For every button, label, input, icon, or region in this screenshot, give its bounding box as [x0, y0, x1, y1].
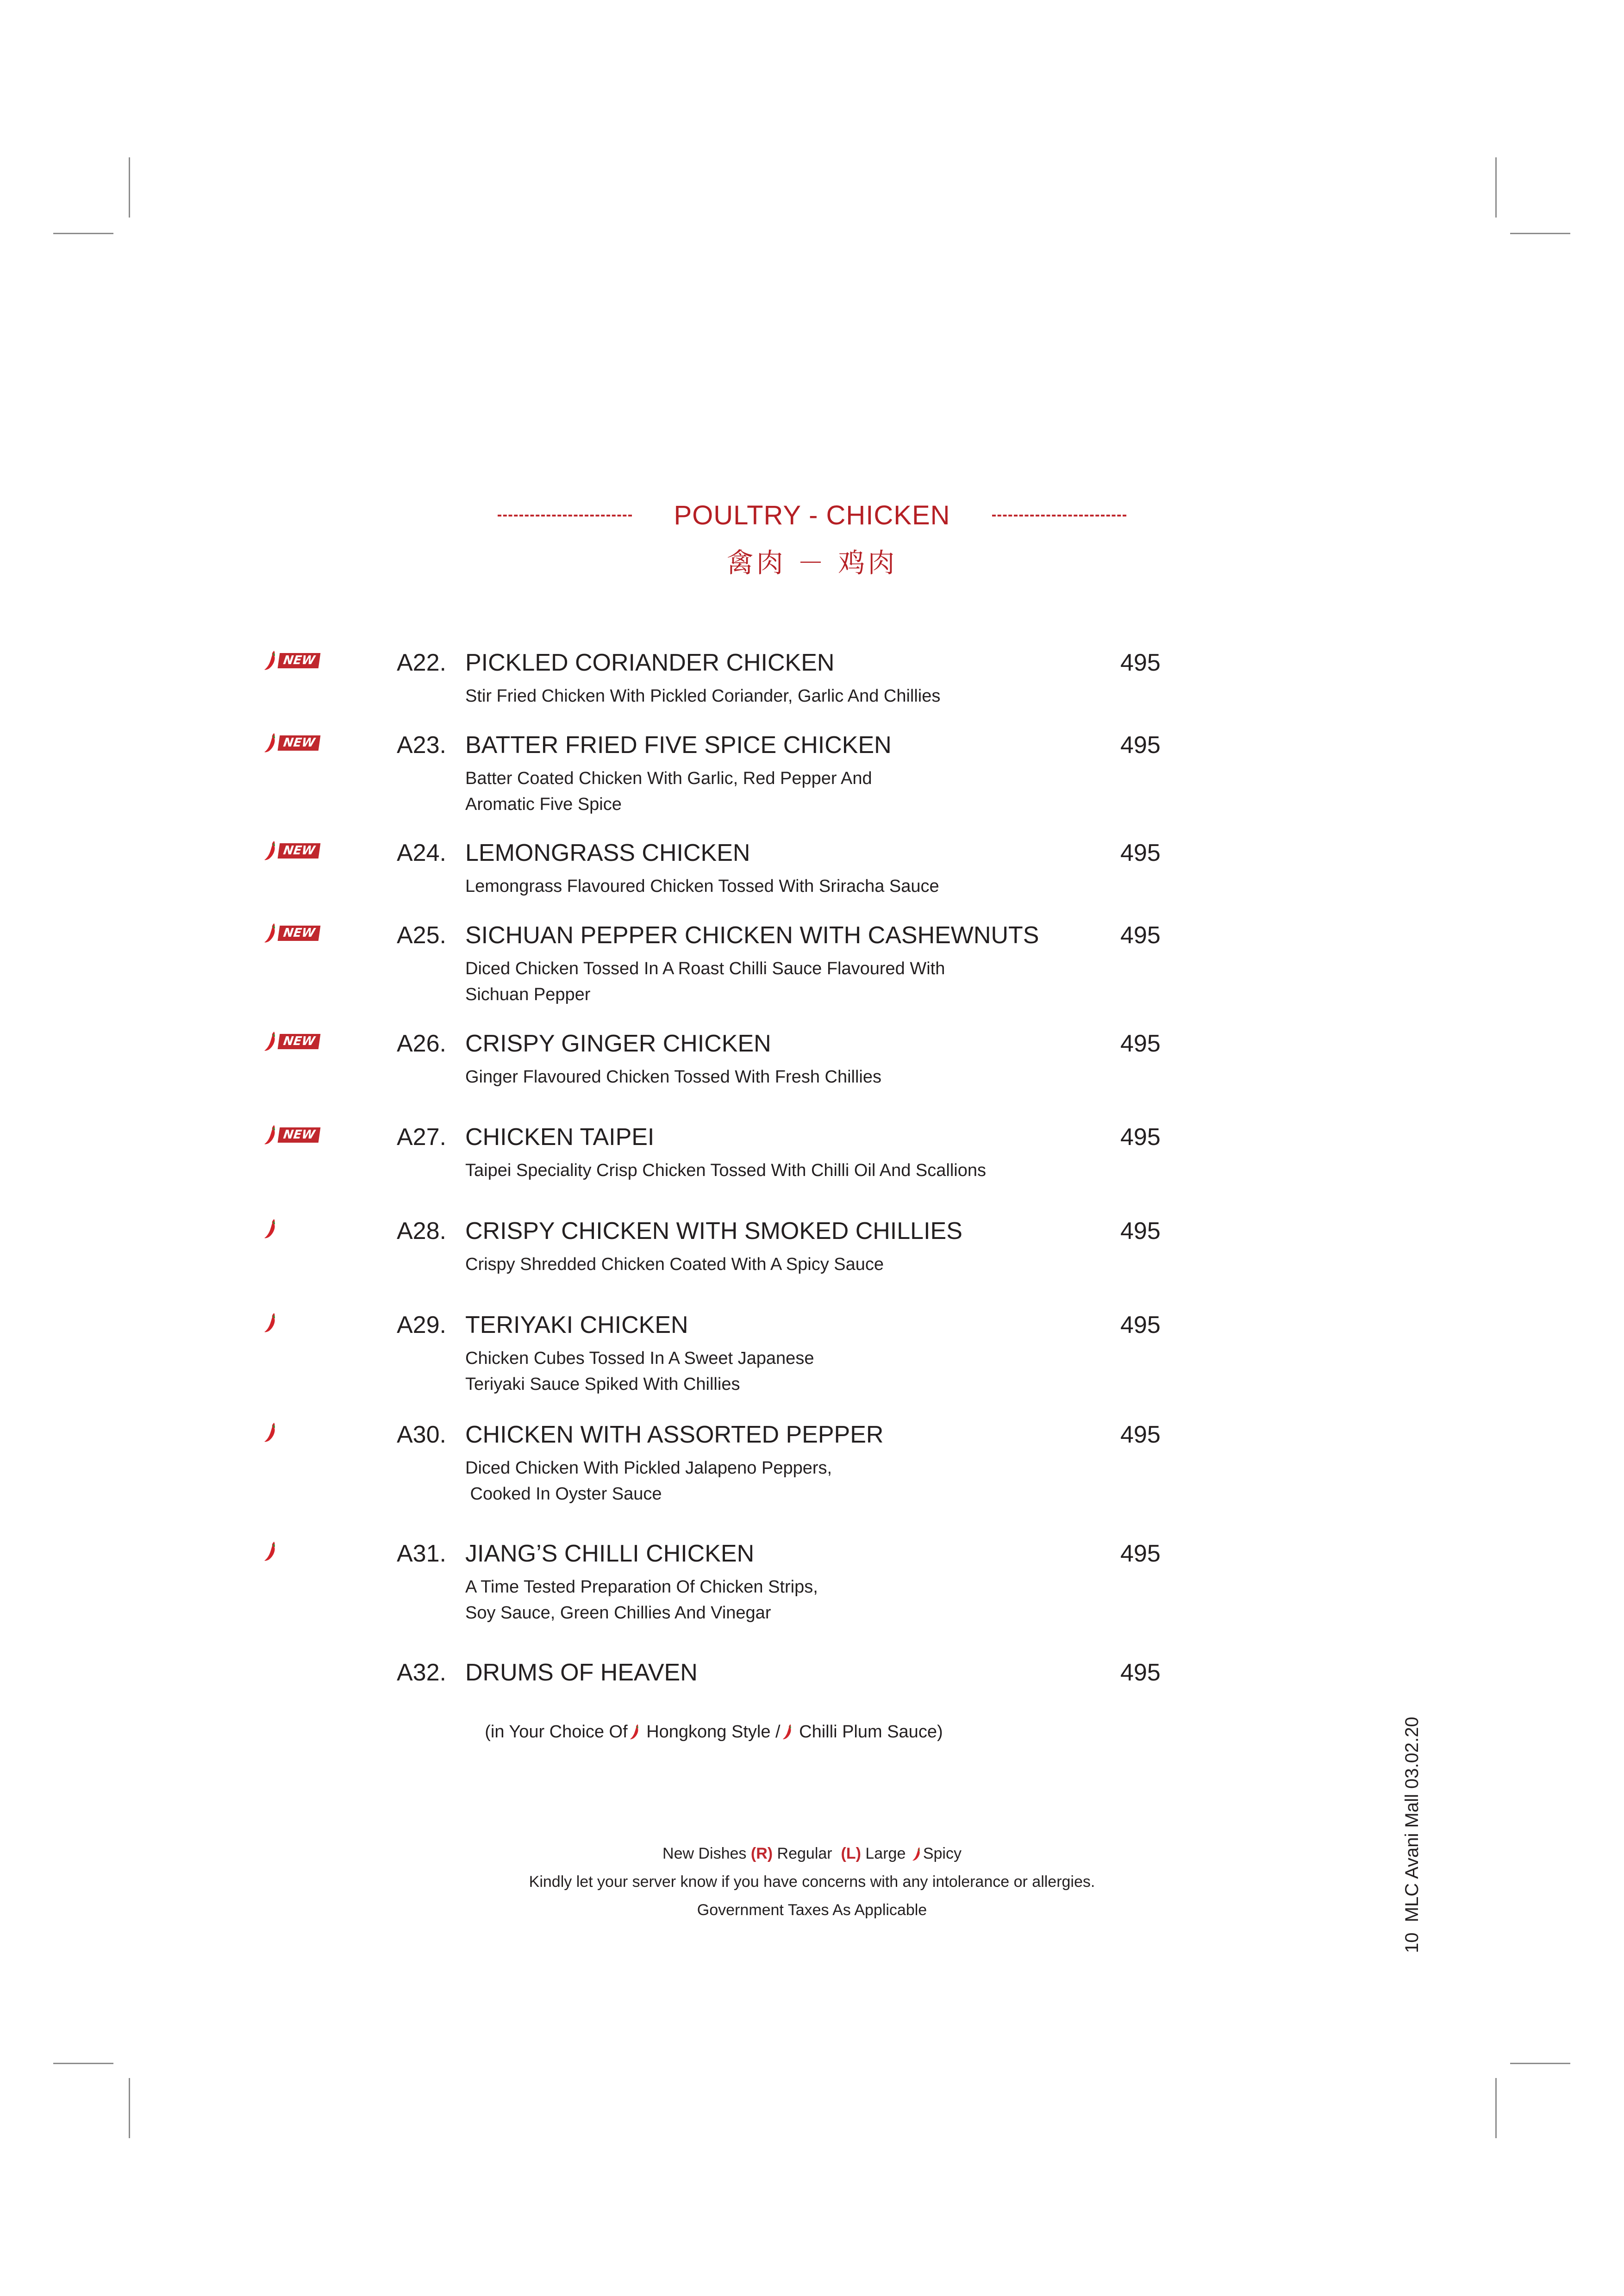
section-title-chinese: 禽肉 － 鸡肉	[726, 547, 898, 579]
item-description: Stir Fried Chicken With Pickled Coriander, Garlic And Chillies	[465, 686, 941, 706]
legend	[0, 1840, 1624, 1868]
chili-icon	[782, 1724, 793, 1740]
chili-icon	[912, 1847, 921, 1861]
new-spicy-marker	[264, 1031, 319, 1052]
item-name: CHICKEN WITH ASSORTED PEPPER	[465, 1421, 884, 1448]
divider	[498, 515, 632, 516]
item-code: A32.	[397, 1659, 446, 1686]
item-price: 495	[1120, 1659, 1161, 1686]
item-price: 495	[1120, 922, 1161, 949]
chili-icon	[630, 1724, 640, 1740]
print-reference: 10 MLC Avani Mall 03.02.20	[1402, 1717, 1422, 1953]
new-badge: NEW	[278, 843, 321, 859]
crop-mark	[1495, 157, 1497, 218]
new-spicy-marker	[264, 650, 319, 671]
item-description: Taipei Speciality Crisp Chicken Tossed With Chilli Oil And Scallions	[465, 1161, 986, 1180]
crop-mark	[1510, 233, 1570, 234]
legend-regular: Regular	[777, 1845, 832, 1862]
item-name: CHICKEN TAIPEI	[465, 1124, 655, 1151]
spicy-marker	[264, 1218, 277, 1239]
spicy-marker	[264, 1422, 277, 1443]
item-price: 495	[1120, 1421, 1161, 1448]
item-code: A31.	[397, 1540, 446, 1567]
item-name: CRISPY GINGER CHICKEN	[465, 1030, 771, 1057]
item-description: Batter Coated Chicken With Garlic, Red Pepper And Aromatic Five Spice	[465, 769, 872, 814]
new-badge: NEW	[278, 1034, 321, 1049]
chili-icon	[264, 1124, 277, 1145]
tax-note: Government Taxes As Applicable	[697, 1901, 927, 1919]
crop-mark	[1495, 2078, 1497, 2138]
item-description: Lemongrass Flavoured Chicken Tossed With Sriracha Sauce	[465, 877, 939, 896]
crop-mark	[1510, 2063, 1570, 2064]
new-spicy-marker	[264, 922, 319, 944]
new-spicy-marker	[264, 732, 319, 753]
item-code: A30.	[397, 1421, 446, 1448]
crop-mark	[129, 2078, 130, 2138]
item-code: A29.	[397, 1312, 446, 1338]
chili-icon	[264, 1218, 277, 1239]
legend-large-mark: (L)	[841, 1845, 861, 1862]
chili-icon	[264, 840, 277, 861]
legend-spicy: Spicy	[923, 1845, 962, 1862]
new-badge: NEW	[278, 735, 321, 751]
legend-regular-mark: (R)	[750, 1845, 773, 1862]
item-name: DRUMS OF HEAVEN	[465, 1659, 698, 1686]
crop-mark	[129, 157, 130, 218]
item-price: 495	[1120, 1124, 1161, 1151]
chili-icon	[264, 922, 277, 944]
item-description: A Time Tested Preparation Of Chicken Strips, Soy Sauce, Green Chillies And Vinegar	[465, 1577, 818, 1623]
item-name: JIANG’S CHILLI CHICKEN	[465, 1540, 755, 1567]
item-name: PICKLED CORIANDER CHICKEN	[465, 649, 835, 676]
new-badge: NEW	[278, 653, 321, 668]
chili-icon	[264, 732, 277, 753]
divider	[992, 515, 1126, 516]
item-price: 495	[1120, 732, 1161, 759]
crop-mark	[53, 233, 113, 234]
item-code: A22.	[397, 649, 446, 676]
item-code: A27.	[397, 1124, 446, 1151]
item-price: 495	[1120, 649, 1161, 676]
legend-new: New Dishes	[662, 1845, 747, 1862]
item-code: A28.	[397, 1218, 446, 1244]
crop-mark	[53, 2063, 113, 2064]
item-description: Diced Chicken With Pickled Jalapeno Peppers, Cooked In Oyster Sauce	[465, 1458, 832, 1504]
new-badge: NEW	[278, 926, 321, 941]
item-code: A25.	[397, 922, 446, 949]
chili-icon	[264, 1031, 277, 1052]
item-price: 495	[1120, 1030, 1161, 1057]
item-price: 495	[1120, 1312, 1161, 1338]
item-description: Crispy Shredded Chicken Coated With A Spicy Sauce	[465, 1255, 884, 1274]
item-code: A23.	[397, 732, 446, 759]
legend-large: Large	[865, 1845, 906, 1862]
item-price: 495	[1120, 1218, 1161, 1244]
item-name: BATTER FRIED FIVE SPICE CHICKEN	[465, 732, 892, 759]
new-spicy-marker	[264, 1124, 319, 1145]
spicy-marker	[264, 1312, 277, 1333]
chili-icon	[264, 1312, 277, 1333]
chili-icon	[264, 1422, 277, 1443]
menu-footer	[0, 1840, 1624, 1924]
item-code: A26.	[397, 1030, 446, 1057]
section-title: POULTRY - CHICKEN	[674, 500, 950, 530]
allergy-note: Kindly let your server know if you have concerns with any intolerance or allergies.	[529, 1873, 1095, 1891]
new-spicy-marker	[264, 840, 319, 861]
item-price: 495	[1120, 840, 1161, 866]
chili-icon	[264, 1541, 277, 1562]
item-name: LEMONGRASS CHICKEN	[465, 840, 750, 866]
chili-icon	[264, 650, 277, 671]
item-name: CRISPY CHICKEN WITH SMOKED CHILLIES	[465, 1218, 962, 1244]
item-price: 495	[1120, 1540, 1161, 1567]
item-name: SICHUAN PEPPER CHICKEN WITH CASHEWNUTS	[465, 922, 1039, 949]
item-description: Chicken Cubes Tossed In A Sweet Japanese Teriyaki Sauce Spiked With Chillies	[465, 1349, 814, 1394]
item-description: Diced Chicken Tossed In A Roast Chilli Sauce Flavoured With Sichuan Pepper	[465, 959, 945, 1004]
item-code: A24.	[397, 840, 446, 866]
item-description: (in Your Choice Of Hongkong Style / Chilli Plum Sauce)	[485, 1722, 943, 1742]
section-heading	[0, 500, 1624, 580]
spicy-marker	[264, 1541, 277, 1562]
new-badge: NEW	[278, 1127, 321, 1143]
item-description: Ginger Flavoured Chicken Tossed With Fresh Chillies	[465, 1067, 881, 1087]
item-name: TERIYAKI CHICKEN	[465, 1312, 688, 1338]
